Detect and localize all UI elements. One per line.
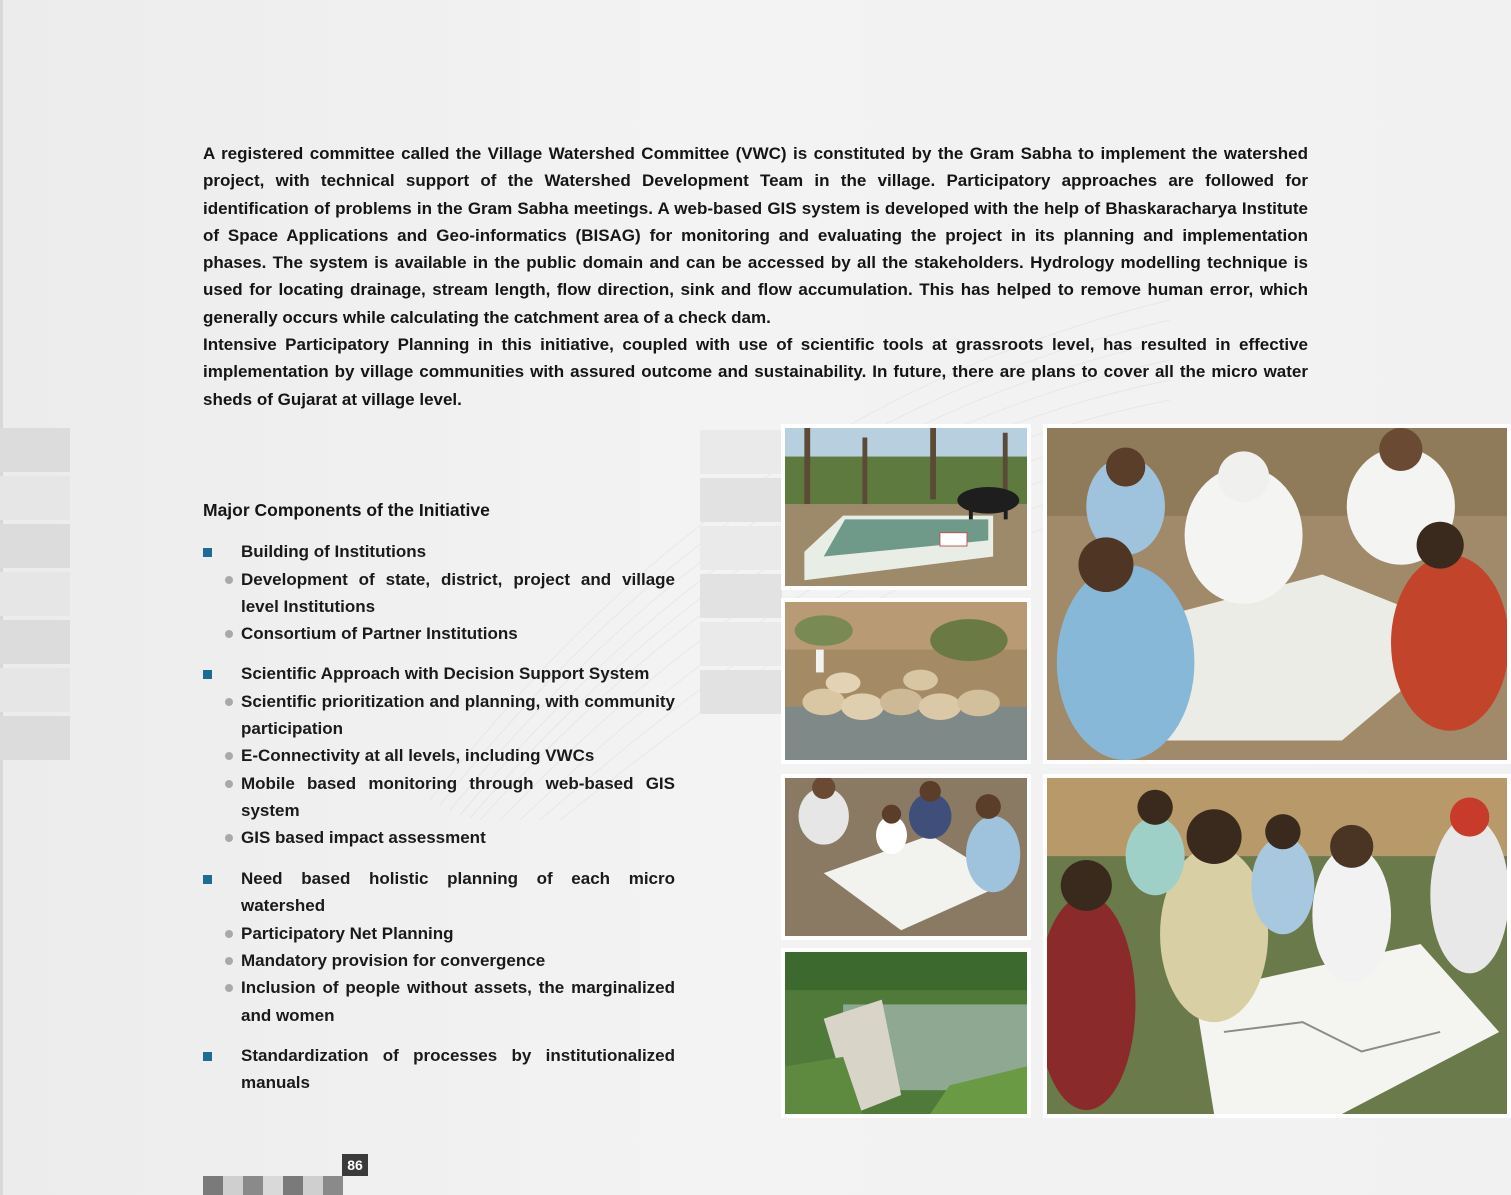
intro-paragraph-1: A registered committee called the Village Watershed Committee (VWC) is constituted by the Gram Sabha to implement the watershed project, with technical support of the Watershed Development Team in the village. Participatory approaches are followed for identification of problems in the Gram Sabha meetings. A web-based GIS system is developed with the help of Bhaskaracharya Institute of Space Applications and Geo-informatics (BISAG) for monitoring and evaluating the project in its planning and implementation phases. The system is available in the public domain and can be accessed by all the stakeholders. Hydrology modelling technique is used for locating drainage, stream length, flow direction, sink and flow accumulation. This has helped to remove human error, which generally occurs while calculating the catchment area of a check dam. xyxy=(203,144,1308,327)
component-group-3 xyxy=(203,865,675,1029)
sub-item-label: GIS based impact assessment xyxy=(241,828,486,848)
sub-item-label: Mandatory provision for convergence xyxy=(241,950,546,970)
footer-checker-bar xyxy=(203,1176,343,1195)
component-label: Building of Institutions xyxy=(241,542,427,561)
component-group-2 xyxy=(203,660,675,851)
photo-planning-session-small xyxy=(781,774,1031,940)
component-group-1 xyxy=(203,538,675,647)
photo-sheep-drinking xyxy=(781,598,1031,764)
sub-item-label: Participatory Net Planning xyxy=(241,923,454,943)
component-item xyxy=(203,660,675,688)
component-label: Need based holistic planning of each micro watershed xyxy=(241,868,675,916)
decorative-stripes-left xyxy=(0,428,70,764)
sub-item xyxy=(203,566,675,621)
decorative-stripes-center xyxy=(700,430,782,718)
components-section xyxy=(203,500,675,1110)
sub-item-label: Inclusion of people without assets, the marginalized and women xyxy=(241,978,675,1025)
dot-bullet-icon xyxy=(225,930,233,938)
component-item xyxy=(203,1042,675,1097)
sub-item xyxy=(203,688,675,743)
dot-bullet-icon xyxy=(225,576,233,584)
components-title: Major Components of the Initiative xyxy=(203,500,490,520)
photo-village-meeting xyxy=(1043,424,1511,764)
sub-item-label: Consortium of Partner Institutions xyxy=(241,624,518,644)
photo-check-dam-pond xyxy=(781,948,1031,1118)
dot-bullet-icon xyxy=(225,630,233,638)
square-bullet-icon xyxy=(203,548,212,557)
page-number: 86 xyxy=(342,1154,368,1176)
sub-item xyxy=(203,974,675,1029)
sub-item xyxy=(203,620,675,647)
component-item xyxy=(203,538,675,566)
square-bullet-icon xyxy=(203,1052,212,1061)
photo-water-tank xyxy=(781,424,1031,590)
sub-item-label: E-Connectivity at all levels, including VWCs xyxy=(241,746,595,766)
sub-item xyxy=(203,920,675,947)
sub-item xyxy=(203,770,675,825)
intro-text xyxy=(203,140,1308,413)
component-label: Standardization of processes by institutionalized manuals xyxy=(241,1045,675,1093)
dot-bullet-icon xyxy=(225,834,233,842)
square-bullet-icon xyxy=(203,875,212,884)
sub-item-label: Development of state, district, project and village level Institutions xyxy=(241,569,675,616)
intro-paragraph-2: Intensive Participatory Planning in this initiative, coupled with use of scientific tools at grassroots level, has resulted in effective implementation by village communities with assured outcome and sustainability. In future, there are plans to cover all the micro water sheds of Gujarat at village level. xyxy=(203,335,1308,409)
dot-bullet-icon xyxy=(225,984,233,992)
sub-item xyxy=(203,742,675,769)
dot-bullet-icon xyxy=(225,780,233,788)
photo-map-discussion xyxy=(1043,774,1511,1118)
dot-bullet-icon xyxy=(225,698,233,706)
component-group-4 xyxy=(203,1042,675,1097)
square-bullet-icon xyxy=(203,670,212,679)
sub-item-label: Mobile based monitoring through web-based GIS system xyxy=(241,773,675,821)
component-label: Scientific Approach with Decision Support System xyxy=(241,664,650,684)
sub-item-label: Scientific prioritization and planning, with community participation xyxy=(241,691,675,739)
sub-item xyxy=(203,947,675,974)
dot-bullet-icon xyxy=(225,752,233,760)
sub-item xyxy=(203,824,675,851)
component-item xyxy=(203,865,675,920)
dot-bullet-icon xyxy=(225,957,233,965)
